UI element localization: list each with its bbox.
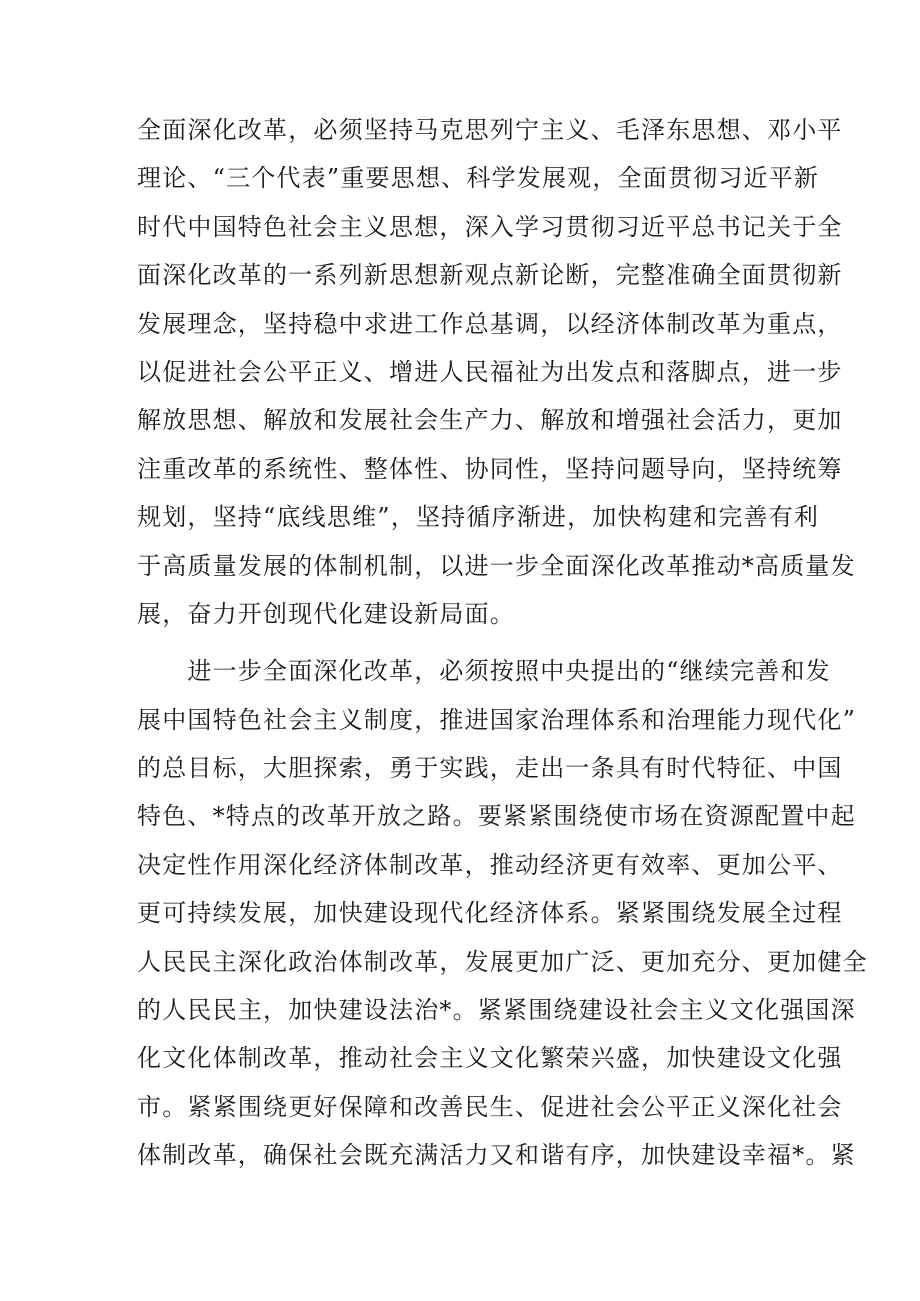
paragraph-1 bbox=[137, 106, 856, 638]
paragraph-line: 注重改革的系统性、整体性、协同性，坚持问题导向，坚持统筹 bbox=[137, 454, 843, 483]
paragraph-line: 以促进社会公平正义、增进人民福祉为出发点和落脚点，进一步 bbox=[137, 357, 843, 386]
paragraph-line: 于高质量发展的体制机制，以进一步全面深化改革推动*高质量发 bbox=[137, 551, 856, 580]
paragraph-line: 理论、“三个代表”重要思想、科学发展观，全面贯彻习近平新 bbox=[137, 164, 820, 193]
paragraph-line: 决定性作用深化经济体制改革，推动经济更有效率、更加公平、 bbox=[137, 850, 843, 879]
paragraph-2 bbox=[137, 647, 868, 1179]
paragraph-line: 时代中国特色社会主义思想，深入学习贯彻习近平总书记关于全 bbox=[137, 212, 843, 241]
paragraph-line: 更可持续发展，加快建设现代化经济体系。紧紧围绕发展全过程 bbox=[137, 899, 843, 928]
paragraph-line: 人民民主深化政治体制改革，发展更加广泛、更加充分、更加健全 bbox=[137, 947, 868, 976]
paragraph-gap bbox=[137, 638, 789, 647]
paragraph-line: 的人民民主，加快建设法治*。紧紧围绕建设社会主义文化强国深 bbox=[137, 996, 856, 1025]
paragraph-line: 的总目标，大胆探索，勇于实践，走出一条具有时代特征、中国 bbox=[137, 754, 843, 783]
paragraph-line: 发展理念，坚持稳中求进工作总基调，以经济体制改革为重点， bbox=[137, 309, 843, 338]
paragraph-line: 进一步全面深化改革，必须按照中央提出的“继续完善和发 bbox=[137, 657, 831, 686]
paragraph-line: 规划，坚持“底线思维”，坚持循序渐进，加快构建和完善有利 bbox=[137, 503, 820, 532]
paragraph-line: 面深化改革的一系列新思想新观点新论断，完整准确全面贯彻新 bbox=[137, 261, 843, 290]
paragraph-line: 市。紧紧围绕更好保障和改善民生、促进社会公平正义深化社会 bbox=[137, 1092, 843, 1121]
paragraph-line: 特色、*特点的改革开放之路。要紧紧围绕使市场在资源配置中起 bbox=[137, 802, 856, 831]
paragraph-line: 体制改革，确保社会既充满活力又和谐有序，加快建设幸福*。紧 bbox=[137, 1141, 856, 1170]
paragraph-line: 展中国特色社会主义制度，推进国家治理体系和治理能力现代化” bbox=[137, 705, 857, 734]
paragraph-line: 展，奋力开创现代化建设新局面。 bbox=[137, 599, 515, 628]
paragraph-line: 全面深化改革，必须坚持马克思列宁主义、毛泽东思想、邓小平 bbox=[137, 116, 843, 144]
paragraph-line: 化文化体制改革，推动社会主义文化繁荣兴盛，加快建设文化强 bbox=[137, 1044, 843, 1073]
paragraph-line: 解放思想、解放和发展社会生产力、解放和增强社会活力，更加 bbox=[137, 406, 843, 435]
document-body bbox=[137, 106, 868, 1180]
